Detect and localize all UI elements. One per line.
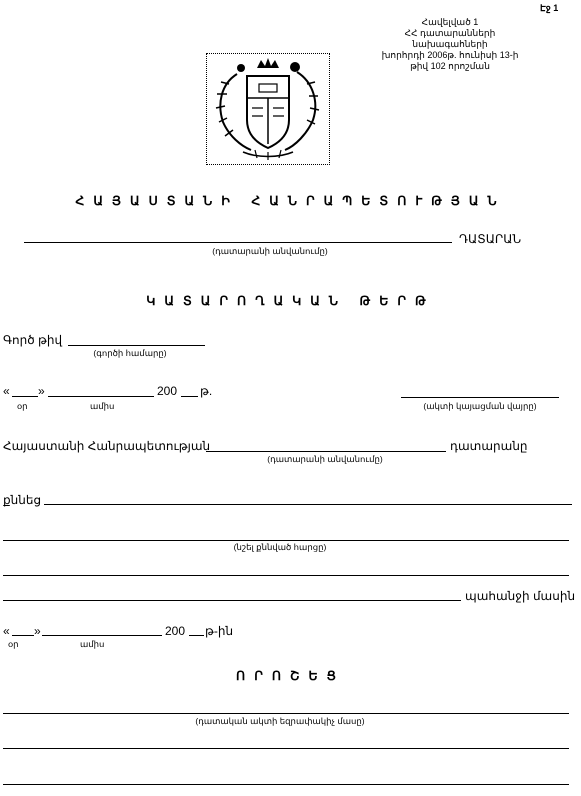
case-number-hint: (գործի համարը) bbox=[93, 348, 167, 358]
court-name-hint-2: (դատարանի անվանումը) bbox=[267, 454, 383, 464]
date2-year-suffix: թ-ին bbox=[205, 624, 234, 638]
decision-line-2 bbox=[3, 748, 569, 749]
considered-label: քննեց bbox=[3, 493, 42, 507]
decision-line-3 bbox=[3, 784, 569, 785]
header-note-line-3: խորհրդի 2006թ. հունիսի 13-ի bbox=[381, 50, 519, 60]
month-hint-2: ամիս bbox=[80, 639, 105, 649]
day-hint: օր bbox=[17, 401, 28, 411]
coat-of-arms-icon bbox=[207, 54, 329, 164]
day-line bbox=[12, 396, 38, 397]
header-note-line-2: ՀՀ դատարանների նախագահների bbox=[404, 28, 496, 49]
date2-year-prefix: 200 bbox=[165, 624, 186, 638]
header-note-line-4: թիվ 102 որոշման bbox=[410, 61, 490, 71]
court-name-line bbox=[24, 242, 452, 243]
case-subject-hint: (նշել քննված հարցը) bbox=[233, 542, 327, 552]
date2-quote-open: « bbox=[3, 624, 10, 638]
document-title: ԿԱՏԱՐՈՂԱԿԱՆ ԹԵՐԹ bbox=[146, 294, 435, 308]
court-word: ԴԱՏԱՐԱՆ bbox=[459, 232, 522, 246]
court-suffix: դատարանը bbox=[450, 439, 528, 453]
page-number: Էջ 1 bbox=[540, 3, 559, 13]
decided-title: ՈՐՈՇԵՑ bbox=[236, 669, 345, 683]
subject-line bbox=[3, 540, 569, 541]
date-quote-open: « bbox=[3, 384, 10, 398]
month-hint: ամիս bbox=[90, 401, 115, 411]
considered-line bbox=[44, 504, 572, 505]
date2-quote-close: » bbox=[34, 624, 41, 638]
day-line-2 bbox=[12, 635, 34, 636]
case-number-line bbox=[68, 345, 205, 346]
place-line bbox=[401, 397, 559, 398]
subject-line-2 bbox=[3, 575, 569, 576]
claim-label: պահանջի մասին bbox=[465, 589, 576, 603]
coat-of-arms-emblem bbox=[206, 53, 330, 165]
header-note-line-1: Հավելված 1 bbox=[421, 17, 479, 27]
month-line-2 bbox=[42, 635, 162, 636]
decision-hint: (դատական ակտի եզրափակիչ մասը) bbox=[195, 716, 365, 726]
decision-line bbox=[3, 713, 569, 714]
year-prefix: 200 bbox=[157, 384, 178, 398]
year-line bbox=[181, 396, 198, 397]
claim-line bbox=[3, 600, 461, 601]
day-hint-2: օր bbox=[8, 639, 19, 649]
republic-label: Հայաստանի Հանրապետության bbox=[3, 439, 211, 453]
country-title: ՀԱՅԱՍՏԱՆԻ ՀԱՆՐԱՊԵՏՈՒԹՅԱՆ bbox=[75, 194, 506, 208]
year-suffix: թ. bbox=[200, 384, 213, 398]
header-note bbox=[370, 17, 530, 72]
court-name-hint: (դատարանի անվանումը) bbox=[212, 246, 328, 256]
year-line-2 bbox=[189, 635, 204, 636]
court-name-line-2 bbox=[206, 451, 446, 452]
date-quote-close: » bbox=[38, 384, 45, 398]
place-hint: (ակտի կայացման վայրը) bbox=[423, 401, 537, 411]
month-line bbox=[48, 396, 154, 397]
case-label: Գործ թիվ bbox=[3, 333, 63, 347]
